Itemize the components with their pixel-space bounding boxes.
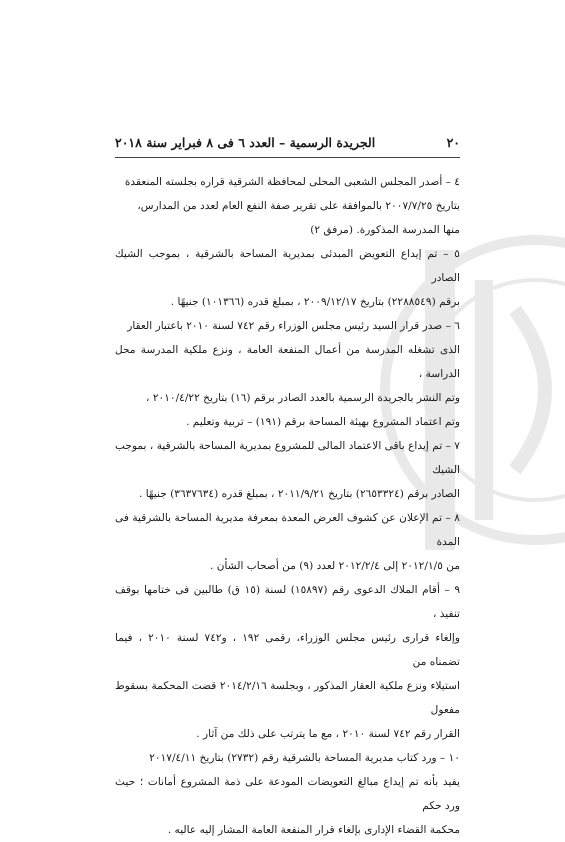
text-line: ١٠ – ورد كتاب مديرية المساحة بالشرقية رقم (٢٧٣٢) بتاريخ ٢٠١٧/٤/١١ bbox=[149, 752, 460, 764]
text-line: برقم (٢٢٨٨٥٤٩) بتاريخ ٢٠٠٩/١٢/١٧ ، بمبلغ قدره (١٠١٣٦٦) جنيهًا . bbox=[170, 296, 460, 308]
text-line: استيلاء ونزع ملكية العقار المذكور ، وبجلسة ٢٠١٤/٢/١٦ قضت المحكمة بسقوط مفعول bbox=[115, 680, 460, 716]
text-line: من ٢٠١٢/١/٥ إلى ٢٠١٢/٢/٤ لعدد (٩) من أصحاب الشأن . bbox=[210, 560, 460, 572]
header-title: الجريدة الرسمية – العدد ٦ فى ٨ فبراير سنة ٢٠١٨ bbox=[115, 134, 376, 150]
text-line: وتم اعتماد المشروع بهيئة المساحة برقم (١٩١) – تربية وتعليم . bbox=[186, 416, 460, 428]
text-line: الذى تشغله المدرسة من أعمال المنفعة العامة ، ونزع ملكية المدرسة محل الدراسة ، bbox=[115, 344, 460, 380]
text-line: ٨ – تم الإعلان عن كشوف العرض المعدة بمعرفة مديرية المساحة بالشرقية فى المدة bbox=[115, 512, 460, 548]
page-number: ٢٠ bbox=[446, 134, 460, 150]
text-line: يفيد بأنه تم إيداع مبالغ التعويضات المودعة على ذمة المشروع أمانات ؛ حيث ورد حكم bbox=[115, 776, 460, 812]
text-line: القرار رقم ٧٤٢ لسنة ٢٠١٠ ، مع ما يترتب على ذلك من آثار . bbox=[196, 728, 460, 740]
text-line: ٥ – تم إيداع التعويض المبدئى بمديرية المساحة بالشرقية ، بموجب الشيك الصادر bbox=[115, 248, 460, 284]
document-body bbox=[115, 170, 460, 842]
text-line: وإلغاء قرارى رئيس مجلس الوزراء، رقمى ١٩٢ ، و٧٤٢ لسنة ٢٠١٠ ، فيما تضمناه من bbox=[115, 632, 460, 668]
paragraph-8 bbox=[115, 506, 460, 578]
text-line: منها المدرسة المذكورة. (مرفق ٢) bbox=[310, 224, 460, 236]
text-line: ٦ – صدر قرار السيد رئيس مجلس الوزراء رقم ٧٤٢ لسنة ٢٠١٠ باعتبار العقار bbox=[127, 320, 460, 332]
paragraph-7 bbox=[115, 434, 460, 506]
text-line: محكمة القضاء الإدارى بإلغاء قرار المنفعة العامة المشار إليه عاليه . bbox=[167, 824, 460, 836]
text-line: ٤ – أصدر المجلس الشعبى المحلى لمحافظة الشرقية قراره بجلسته المنعقدة bbox=[124, 176, 460, 188]
page-header bbox=[115, 130, 460, 154]
text-line: الصادر برقم (٢٦٥٣٣٢٤) بتاريخ ٢٠١١/٩/٢١ ، بمبلغ قدره (٣٦٣٧٦٣٤) جنيهًا . bbox=[138, 488, 460, 500]
text-line: وتم النشر بالجريدة الرسمية بالعدد الصادر برقم (١٦) بتاريخ ٢٠١٠/٤/٢٢ ، bbox=[146, 392, 460, 404]
text-line: ٩ – أقام الملاك الدعوى رقم (١٥٨٩٧) لسنة (١٥ ق) طالبين فى ختامها بوقف تنفيذ ، bbox=[115, 584, 461, 620]
paragraph-6 bbox=[115, 314, 460, 434]
text-line: بتاريخ ٢٠٠٧/٧/٢٥ بالموافقة على تقرير صفة النفع العام لعدد من المدارس، bbox=[137, 200, 460, 212]
paragraph-9 bbox=[115, 578, 460, 746]
text-line: ٧ – تم إيداع باقى الاعتماد المالى للمشروع بمديرية المساحة بالشرقية ، بموجب الشيك bbox=[115, 440, 460, 476]
paragraph-4 bbox=[115, 170, 460, 242]
paragraph-5 bbox=[115, 242, 460, 314]
paragraph-10 bbox=[115, 746, 460, 842]
header-rule bbox=[115, 157, 460, 158]
